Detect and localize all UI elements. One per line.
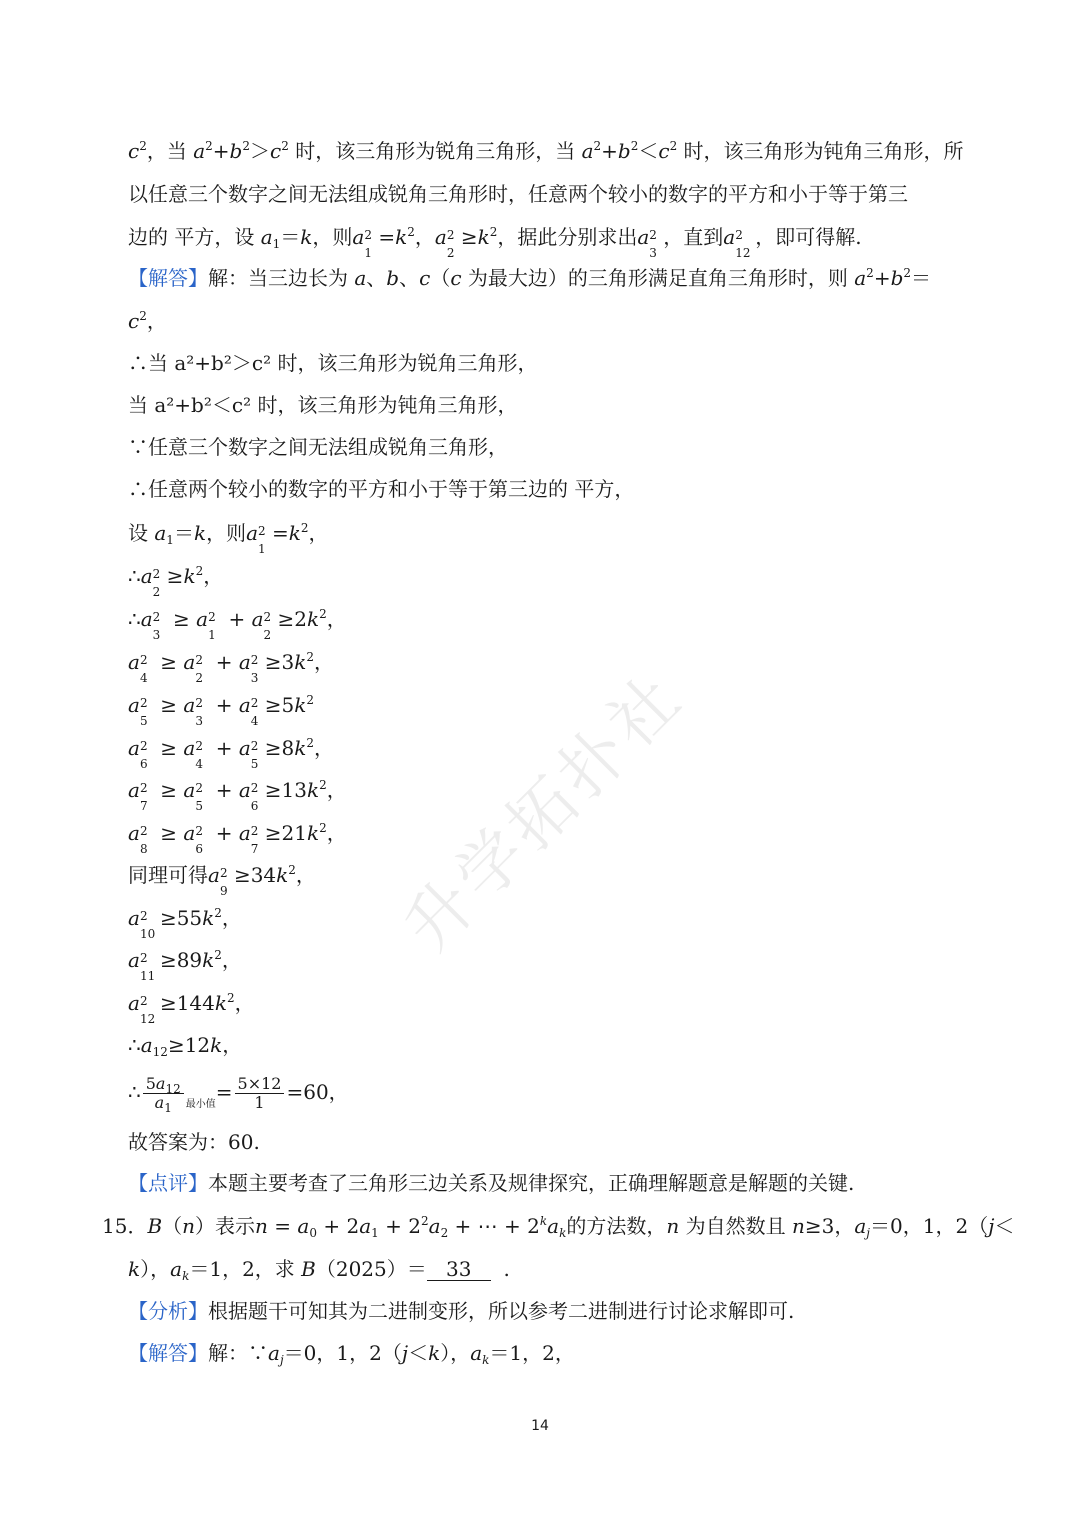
solution-line-2: $c^2$，	[128, 309, 167, 333]
equation-line-10: a 2 10 $\ge 55k^2$，	[128, 906, 242, 941]
page-number: 14	[531, 1418, 549, 1434]
equation-line-5: a 2 5 ≥ a 2 3 + a 2 4 $\ge 5k^2$	[128, 693, 315, 728]
analysis-line-3: 边的 平方，设 $a_1=k$，则a 2 1 $=k^2$，a 2 2 $\ge k^2$，据此分别求出a 2 3 ，直到a 2 12 ，即可得解.	[128, 225, 862, 260]
watermark: 升学拓扑社	[389, 657, 699, 967]
solution-line-15: 【解答】解：$\because a_j=0$，1，2（j＜k），$a_k=1$，2，	[128, 1341, 575, 1367]
equation-line-13: $\therefore a_{12}\ge 12k$，	[128, 1033, 243, 1059]
analysis-line-1: $c^2$，当 $a^2+b^2>c^2$ 时，该三角形为锐角三角形，当 $a^2+b^2<c^2$ 时，该三角形为钝角三角形，所	[128, 139, 964, 163]
solution-tag-15: 【解答】	[128, 1341, 208, 1365]
solution-line-3: ∴当 a²+b²＞c² 时，该三角形为锐角三角形，	[128, 351, 538, 375]
answer-blank: 33	[427, 1258, 491, 1281]
solution-tag: 【解答】	[128, 266, 208, 290]
equation-line-6: a 2 6 ≥ a 2 4 + a 2 5 $\ge 8k^2$，	[128, 736, 335, 771]
equation-line-7: a 2 7 ≥ a 2 5 + a 2 6 $\ge 13k^2$，	[128, 778, 347, 813]
equation-line-9: 同理可得a 2 9 $\ge 34k^2$，	[128, 863, 316, 898]
solution-line-4: 当 a²+b²＜c² 时，该三角形为钝角三角形，	[128, 393, 518, 417]
equation-line-11: a 2 11 $\ge 89k^2$，	[128, 948, 242, 983]
solution-line-1: 【解答】解：当三边长为 a、b、c（c 为最大边）的三角形满足直角三角形时，则 $a^2+b^2=$	[128, 266, 932, 290]
analysis-line-2: 以任意三个数字之间无法组成锐角三角形时，任意两个较小的数字的平方和小于等于第三	[128, 182, 908, 206]
comment-tag: 【点评】	[128, 1171, 208, 1195]
solution-line-6: ∴任意两个较小的数字的平方和小于等于第三边的 平方，	[128, 477, 635, 501]
fraction-left: $\frac{5a_{12}}{a_1}$	[143, 1075, 184, 1112]
analysis-line-15: 【分析】根据题干可知其为二进制变形，所以参考二进制进行讨论求解即可.	[128, 1299, 795, 1323]
equation-line-12: a 2 12 $\ge 144k^2$，	[128, 991, 255, 1026]
analysis-tag: 【分析】	[128, 1299, 208, 1323]
question-15-line-2: k），$a_k=1$，2，求 B（2025）＝ 33 .	[128, 1257, 510, 1283]
equation-line-14: ∴ $\frac{5a_{12}}{a_1}$ $_{最小值}$= $\frac{5\times 12}{1}$ =60，	[128, 1074, 349, 1115]
question-number: 15．	[102, 1214, 148, 1238]
comment-line: 【点评】本题主要考查了三角形三边关系及规律探究，正确理解题意是解题的关键.	[128, 1171, 855, 1195]
equation-line-8: a 2 8 ≥ a 2 6 + a 2 7 $\ge 21k^2$，	[128, 821, 347, 856]
answer-line: 故答案为：60.	[128, 1130, 260, 1154]
equation-line-1: 设 $a_1=k$，则a 2 1 $=k^2$，	[128, 521, 329, 556]
equation-line-4: a 2 4 ≥ a 2 2 + a 2 3 $\ge 3k^2$，	[128, 650, 335, 685]
equation-line-3: ∴a 2 3 ≥ a 2 1 + a 2 2 $\ge 2k^2$，	[128, 607, 347, 642]
fraction-right: $\frac{5\times 12}{1}$	[235, 1075, 285, 1112]
equation-line-2: ∴a 2 2 $\ge k^2$，	[128, 564, 224, 599]
solution-line-5: ∵任意三个数字之间无法组成锐角三角形，	[128, 435, 508, 459]
question-15-line-1: 15．B（n）表示$n = a_0 + 2a_1 + 2^2a_2$ + ⋯ + $2^ka_k$的方法数，n 为自然数且 n≥3，$a_j=0$，1，2（j＜	[102, 1214, 1015, 1240]
